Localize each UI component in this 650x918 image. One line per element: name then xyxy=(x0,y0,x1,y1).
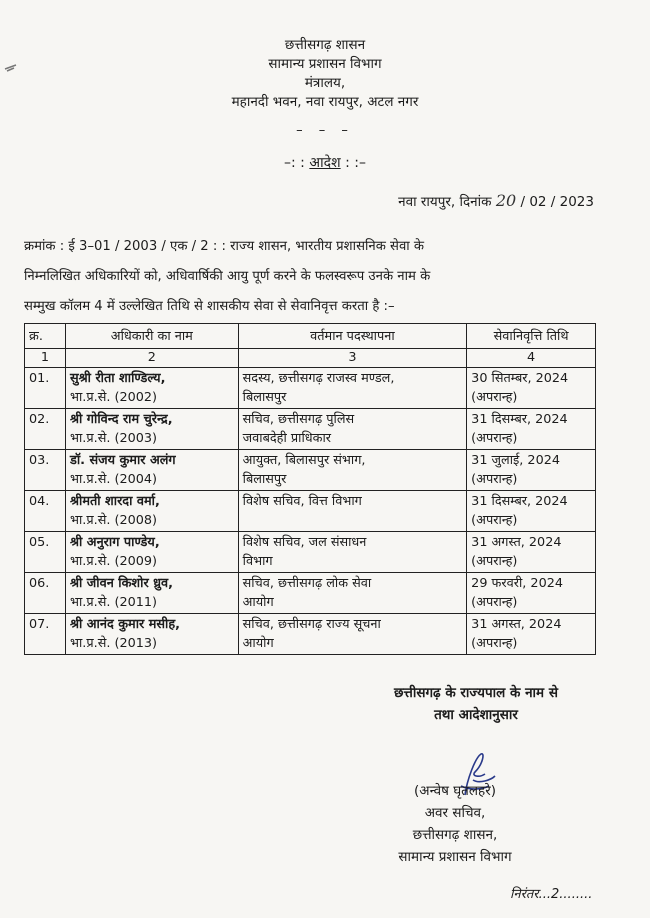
paragraph-line: सम्मुख कॉलम 4 में उल्लेखित तिथि से शासकीय सेवा से सेवानिवृत्त करता है :– xyxy=(24,299,395,314)
handwritten-day: 20 xyxy=(495,191,517,210)
officer-service: भा.प्र.से. (2011) xyxy=(69,595,158,610)
posting-line: विशेष सचिव, जल संसाधन xyxy=(242,535,367,550)
table-row xyxy=(25,573,596,614)
department-name: सामान्य प्रशासन विभाग xyxy=(268,56,382,72)
col-header-serial: क्र. xyxy=(25,324,66,349)
posting-cell xyxy=(238,614,467,655)
retirement-date: 30 सितम्बर, 2024 xyxy=(471,371,569,386)
officer-cell xyxy=(65,573,238,614)
table-row xyxy=(25,491,596,532)
posting-line: आयुक्त, बिलासपुर संभाग, xyxy=(242,453,366,468)
officer-service: भा.प्र.से. (2002) xyxy=(69,390,158,405)
retirement-cell xyxy=(467,368,596,409)
posting-line: विभाग xyxy=(242,554,273,569)
officer-cell xyxy=(65,409,238,450)
retirement-cell xyxy=(467,450,596,491)
officer-cell xyxy=(65,614,238,655)
posting-cell xyxy=(238,491,467,532)
col-header-retirement: सेवानिवृत्ति तिथि xyxy=(467,324,596,349)
officer-service: भा.प्र.से. (2008) xyxy=(69,513,158,528)
serial-number: 05. xyxy=(29,535,50,550)
date-line xyxy=(398,191,594,210)
retirement-time: (अपरान्ह) xyxy=(471,595,518,610)
officer-service: भा.प्र.से. (2003) xyxy=(69,431,158,446)
table-row xyxy=(25,450,596,491)
retirement-time: (अपरान्ह) xyxy=(471,431,518,446)
officer-cell xyxy=(65,491,238,532)
posting-line: सचिव, छत्तीसगढ़ पुलिस xyxy=(242,412,355,427)
retirement-date: 31 जुलाई, 2024 xyxy=(471,453,560,468)
authority-line: छत्तीसगढ़ के राज्यपाल के नाम से xyxy=(394,685,558,701)
retirement-cell xyxy=(467,532,596,573)
col-number: 4 xyxy=(467,349,596,368)
serial-number: 03. xyxy=(29,453,50,468)
retirement-time: (अपरान्ह) xyxy=(471,554,518,569)
retirement-cell xyxy=(467,614,596,655)
serial-cell xyxy=(25,450,66,491)
order-title: –: : आदेश : :– xyxy=(284,155,366,171)
table-row xyxy=(25,368,596,409)
govt-name: छत्तीसगढ़ शासन xyxy=(284,37,366,53)
signatory-department: सामान्य प्रशासन विभाग xyxy=(398,849,512,865)
posting-line: विशेष सचिव, वित्त विभाग xyxy=(242,494,362,509)
retirement-date: 31 दिसम्बर, 2024 xyxy=(471,412,568,427)
serial-cell xyxy=(25,491,66,532)
posting-line: सचिव, छत्तीसगढ़ राज्य सूचना xyxy=(242,617,381,632)
col-number: 2 xyxy=(65,349,238,368)
serial-number: 02. xyxy=(29,412,50,427)
retirement-date: 29 फरवरी, 2024 xyxy=(471,576,563,591)
serial-cell xyxy=(25,573,66,614)
retirement-cell xyxy=(467,573,596,614)
separator: – – – xyxy=(296,123,354,138)
serial-cell xyxy=(25,368,66,409)
posting-line: सदस्य, छत्तीसगढ़ राजस्व मण्डल, xyxy=(242,371,395,386)
officer-service: भा.प्र.से. (2009) xyxy=(69,554,158,569)
serial-number: 04. xyxy=(29,494,50,509)
posting-cell xyxy=(238,450,467,491)
address: महानदी भवन, नवा रायपुर, अटल नगर xyxy=(231,94,419,110)
retirement-date: 31 अगस्त, 2024 xyxy=(471,617,562,632)
order-paragraph xyxy=(24,232,596,322)
order-word: आदेश xyxy=(309,155,341,171)
serial-cell xyxy=(25,532,66,573)
officer-name: डॉ. संजय कुमार अलंग xyxy=(69,453,176,468)
officer-cell xyxy=(65,368,238,409)
officer-name: श्री आनंद कुमार मसीह, xyxy=(69,617,180,632)
retirement-time: (अपरान्ह) xyxy=(471,472,518,487)
retirement-time: (अपरान्ह) xyxy=(471,390,518,405)
table-row xyxy=(25,532,596,573)
officer-name: श्री गोविन्द राम चुरेन्द्र, xyxy=(69,412,173,427)
retirement-date: 31 अगस्त, 2024 xyxy=(471,535,562,550)
officer-service: भा.प्र.से. (2004) xyxy=(69,472,158,487)
posting-line: आयोग xyxy=(242,636,274,651)
governor-authority xyxy=(336,682,616,726)
officer-name: श्री जीवन किशोर ध्रुव, xyxy=(69,576,173,591)
serial-number: 06. xyxy=(29,576,50,591)
signatory-designation: अवर सचिव, xyxy=(424,805,486,821)
table-row xyxy=(25,409,596,450)
officer-name: सुश्री रीता शाण्डिल्य, xyxy=(69,371,166,386)
posting-cell xyxy=(238,573,467,614)
officer-cell xyxy=(65,532,238,573)
signatory-name: (अन्वेष घृतलहरे) xyxy=(413,783,496,799)
officers-table xyxy=(24,323,596,655)
officer-name: श्री अनुराग पाण्डेय, xyxy=(69,535,160,550)
retirement-time: (अपरान्ह) xyxy=(471,513,518,528)
officer-cell xyxy=(65,450,238,491)
posting-line: बिलासपुर xyxy=(242,472,287,487)
officer-service: भा.प्र.से. (2013) xyxy=(69,636,158,651)
ministry-name: मंत्रालय, xyxy=(304,75,346,91)
letterhead xyxy=(0,36,650,112)
table-header-row xyxy=(25,324,596,349)
authority-line: तथा आदेशानुसार xyxy=(434,707,518,723)
posting-line: बिलासपुर xyxy=(242,390,287,405)
serial-cell xyxy=(25,409,66,450)
col-number: 3 xyxy=(238,349,467,368)
serial-number: 01. xyxy=(29,371,50,386)
col-number: 1 xyxy=(25,349,66,368)
posting-cell xyxy=(238,368,467,409)
continued-note: निरंतर...2........ xyxy=(510,887,593,902)
col-header-posting: वर्तमान पदस्थापना xyxy=(238,324,467,349)
posting-line: जवाबदेही प्राधिकार xyxy=(242,431,332,446)
paragraph-line: निम्नलिखित अधिकारियों को, अधिवार्षिकी आयु पूर्ण करने के फलस्वरूप उनके नाम के xyxy=(24,269,431,284)
signatory-block xyxy=(330,780,580,868)
column-number-row xyxy=(25,349,596,368)
posting-cell xyxy=(238,532,467,573)
posting-line: आयोग xyxy=(242,595,274,610)
signatory-org: छत्तीसगढ़ शासन, xyxy=(412,827,498,843)
retirement-cell xyxy=(467,409,596,450)
table-row xyxy=(25,614,596,655)
posting-line: सचिव, छत्तीसगढ़ लोक सेवा xyxy=(242,576,372,591)
retirement-time: (अपरान्ह) xyxy=(471,636,518,651)
serial-number: 07. xyxy=(29,617,50,632)
col-header-name: अधिकारी का नाम xyxy=(65,324,238,349)
month-year: / 02 / 2023 xyxy=(520,194,594,210)
retirement-cell xyxy=(467,491,596,532)
serial-cell xyxy=(25,614,66,655)
retirement-date: 31 दिसम्बर, 2024 xyxy=(471,494,568,509)
place-label: नवा रायपुर, दिनांक xyxy=(398,194,492,210)
posting-cell xyxy=(238,409,467,450)
officer-name: श्रीमती शारदा वर्मा, xyxy=(69,494,160,509)
paragraph-line: क्रमांक : ई 3–01 / 2003 / एक / 2 : : राज्य शासन, भारतीय प्रशासनिक सेवा के xyxy=(24,239,425,254)
